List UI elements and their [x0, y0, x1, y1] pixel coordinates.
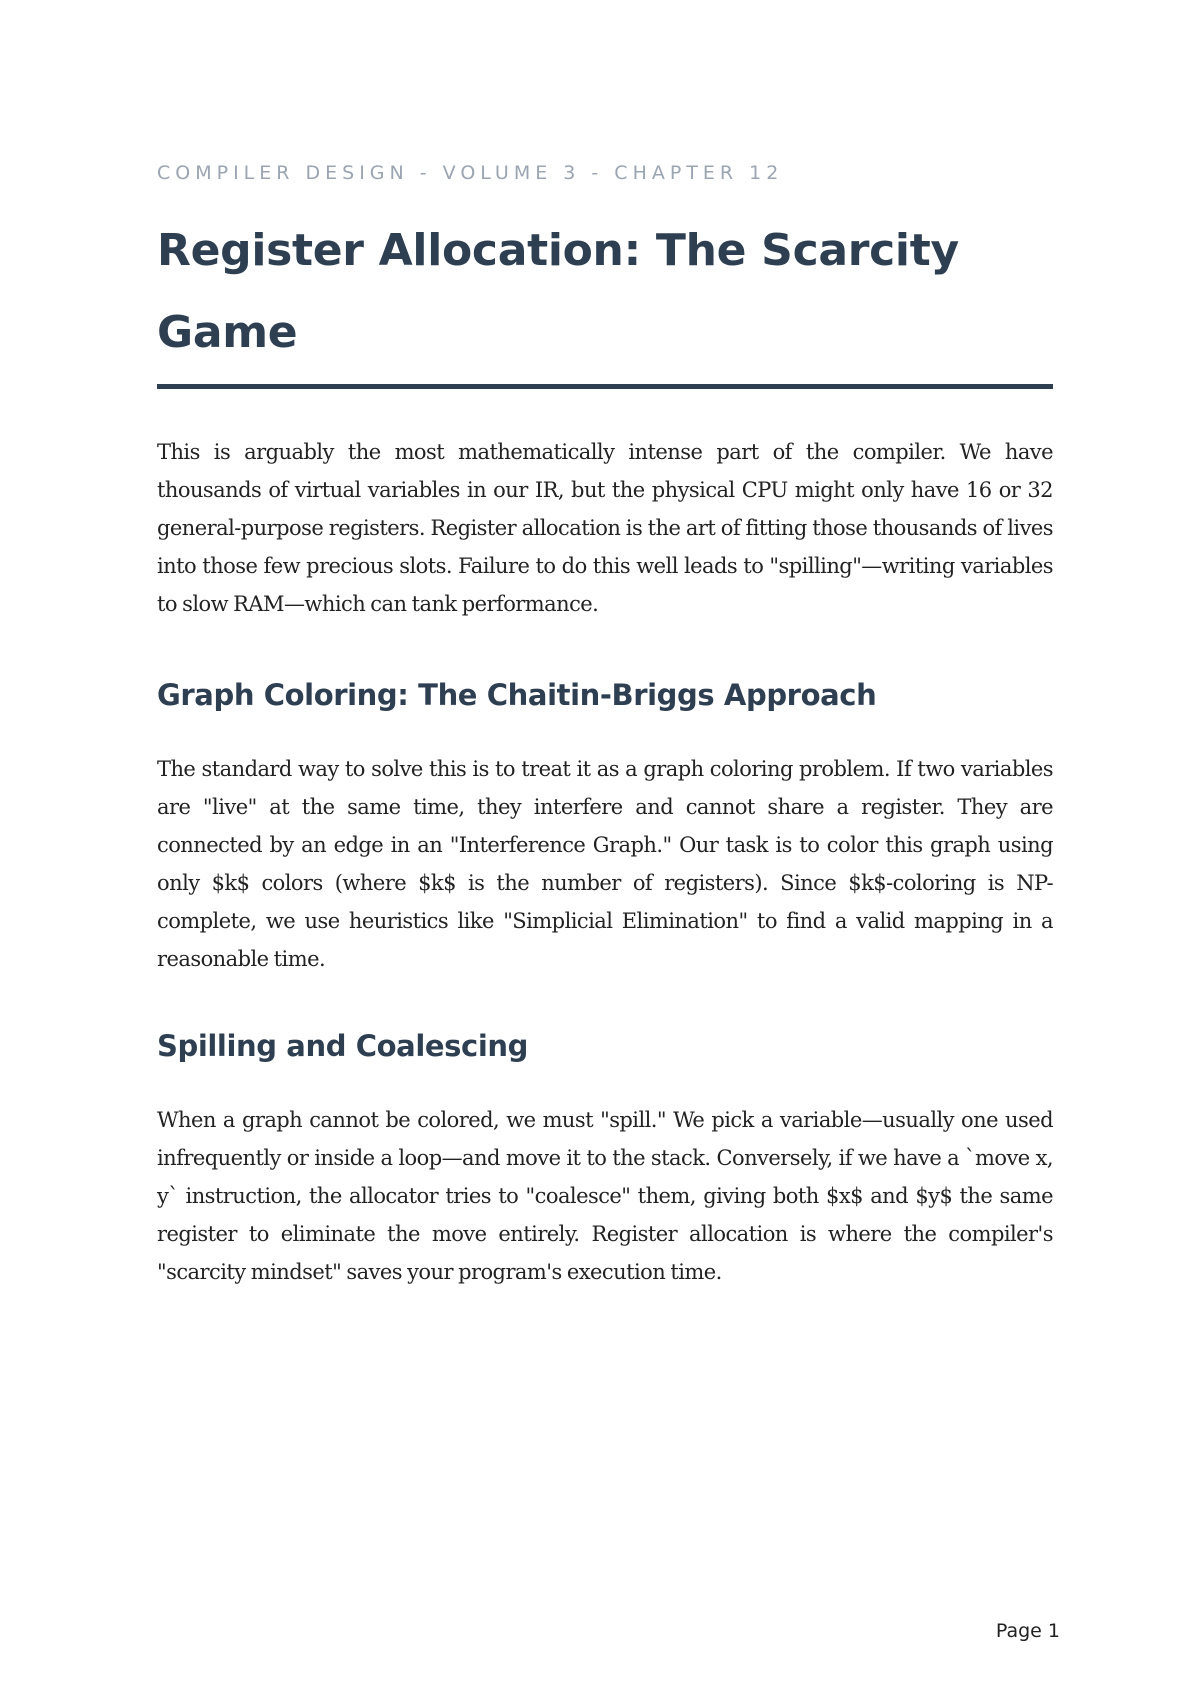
- section-heading-graph-coloring: Graph Coloring: The Chaitin-Briggs Approach: [157, 678, 877, 712]
- section-heading-spilling: Spilling and Coalescing: [157, 1029, 528, 1063]
- page-content: [157, 160, 1053, 1291]
- page-title: Register Allocation: The Scarcity Game: [157, 225, 959, 358]
- chapter-kicker: COMPILER DESIGN - VOLUME 3 - CHAPTER 12: [157, 162, 784, 184]
- spilling-paragraph: When a graph cannot be colored, we must "spill." We pick a variable—usually one used infrequently or inside a loop—and move it to the stack. Conversely, if we have a `move x, y` instruction, the allocator tries to "coalesce" them, giving both $x$ and $y$ the same register to eliminate the move entirely. Register allocation is where the compiler's "scarcity mindset" saves your program's execution time.: [157, 1108, 1053, 1284]
- intro-paragraph: This is arguably the most mathematically intense part of the compiler. We have thousands of virtual variables in our IR, but the physical CPU might only have 16 or 32 general-purpose registers. Register allocation is the art of fitting those thousands of lives into those few precious slots. Failure to do this well leads to "spilling"—writing variables to slow RAM—which can tank performance.: [157, 440, 1053, 616]
- page-number: Page 1: [995, 1620, 1060, 1642]
- graph-coloring-paragraph: The standard way to solve this is to treat it as a graph coloring problem. If two variables are "live" at the same time, they interfere and cannot share a register. They are connected by an edge in an "Interference Graph." Our task is to color this graph using only $k$ colors (where $k$ is the number of registers). Since $k$-coloring is NP-complete, we use heuristics like "Simplicial Elimination" to find a valid mapping in a reasonable time.: [157, 757, 1053, 971]
- title-divider: [157, 384, 1053, 389]
